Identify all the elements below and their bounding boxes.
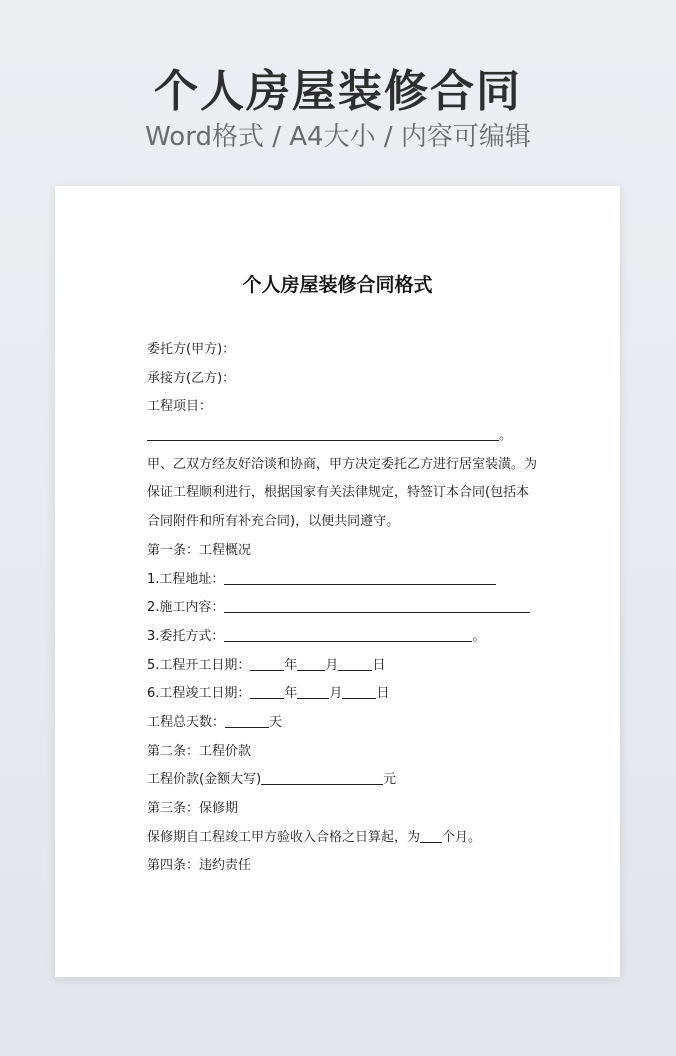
- content-label: 2.施工内容：: [147, 600, 225, 616]
- intro-line-2: [147, 479, 547, 508]
- page-subtitle: Word格式 / A4大小 / 内容可编辑: [145, 122, 531, 152]
- article-4-heading: [147, 852, 547, 881]
- content-blank[interactable]: [224, 598, 530, 613]
- start-day-blank[interactable]: [338, 656, 372, 671]
- finish-day-unit: 日: [376, 686, 390, 702]
- finish-month-unit: 月: [329, 686, 343, 702]
- finish-day-blank[interactable]: [342, 684, 376, 699]
- intro-text-3: 合同附件和所有补充合同)，以便共同遵守。: [147, 514, 400, 530]
- warranty-months-blank[interactable]: [420, 828, 442, 843]
- contractor-line: [147, 365, 547, 394]
- article-1-heading: [147, 537, 547, 566]
- project-period: 。: [499, 428, 513, 444]
- document-page: [55, 186, 620, 977]
- article-2-text: 第二条：工程价款: [147, 743, 252, 759]
- project-blank-line: [147, 422, 547, 451]
- start-date-line: [147, 652, 547, 681]
- article-1-text: 第一条：工程概况: [147, 542, 252, 558]
- address-blank[interactable]: [224, 570, 496, 585]
- project-label: 工程项目：: [147, 399, 213, 415]
- start-date-label: 5.工程开工日期：: [147, 657, 251, 673]
- total-days-label: 工程总天数：: [147, 714, 226, 730]
- method-period: 。: [472, 628, 486, 644]
- method-blank[interactable]: [224, 627, 472, 642]
- warranty-unit: 个月。: [442, 829, 482, 845]
- days-unit: 天: [269, 714, 283, 730]
- article-3-text: 第三条：保修期: [147, 801, 239, 816]
- finish-date-line: [147, 680, 547, 709]
- total-days-blank[interactable]: [225, 713, 269, 728]
- project-line: [147, 393, 547, 422]
- finish-date-label: 6.工程竣工日期：: [147, 686, 251, 702]
- address-line: [147, 566, 547, 595]
- article-2-heading: [147, 738, 547, 767]
- article-4-text: 第四条：违约责任: [147, 858, 252, 874]
- project-blank[interactable]: [147, 426, 499, 441]
- method-line: [147, 623, 547, 652]
- start-year-blank[interactable]: [250, 656, 284, 671]
- warranty-text: 保修期自工程竣工甲方验收入合格之日算起，为: [147, 829, 421, 845]
- address-label: 1.工程地址：: [147, 571, 225, 587]
- finish-month-blank[interactable]: [297, 684, 329, 699]
- method-label: 3.委托方式：: [147, 628, 225, 644]
- start-month-unit: 月: [325, 657, 339, 673]
- price-unit: 元: [383, 772, 397, 788]
- start-day-unit: 日: [372, 657, 386, 673]
- intro-text-2: 保证工程顺利进行，根据国家有关法律规定，特签订本合同(包括本: [147, 485, 530, 501]
- page-title: 个人房屋装修合同: [154, 66, 522, 117]
- price-blank[interactable]: [261, 770, 383, 785]
- start-month-blank[interactable]: [297, 656, 325, 671]
- intro-line-3: [147, 508, 547, 537]
- finish-year-blank[interactable]: [250, 684, 284, 699]
- warranty-line: [147, 824, 547, 853]
- start-year-unit: 年: [284, 657, 298, 673]
- intro-line-1: [147, 451, 547, 480]
- contractor-label: 承接方(乙方)：: [147, 370, 236, 386]
- contract-body: [147, 336, 547, 881]
- article-3-heading: [147, 795, 547, 824]
- total-days-line: [147, 709, 547, 738]
- intro-text-1: 甲、乙双方经友好洽谈和协商，甲方决定委托乙方进行居室装潢。为: [147, 456, 538, 472]
- document-title: 个人房屋装修合同格式: [242, 274, 433, 296]
- content-line: [147, 594, 547, 623]
- price-line: [147, 766, 547, 795]
- price-label: 工程价款(金额大写): [147, 772, 262, 788]
- client-label: 委托方(甲方)：: [147, 342, 236, 357]
- finish-year-unit: 年: [284, 686, 298, 702]
- client-line: [147, 336, 547, 365]
